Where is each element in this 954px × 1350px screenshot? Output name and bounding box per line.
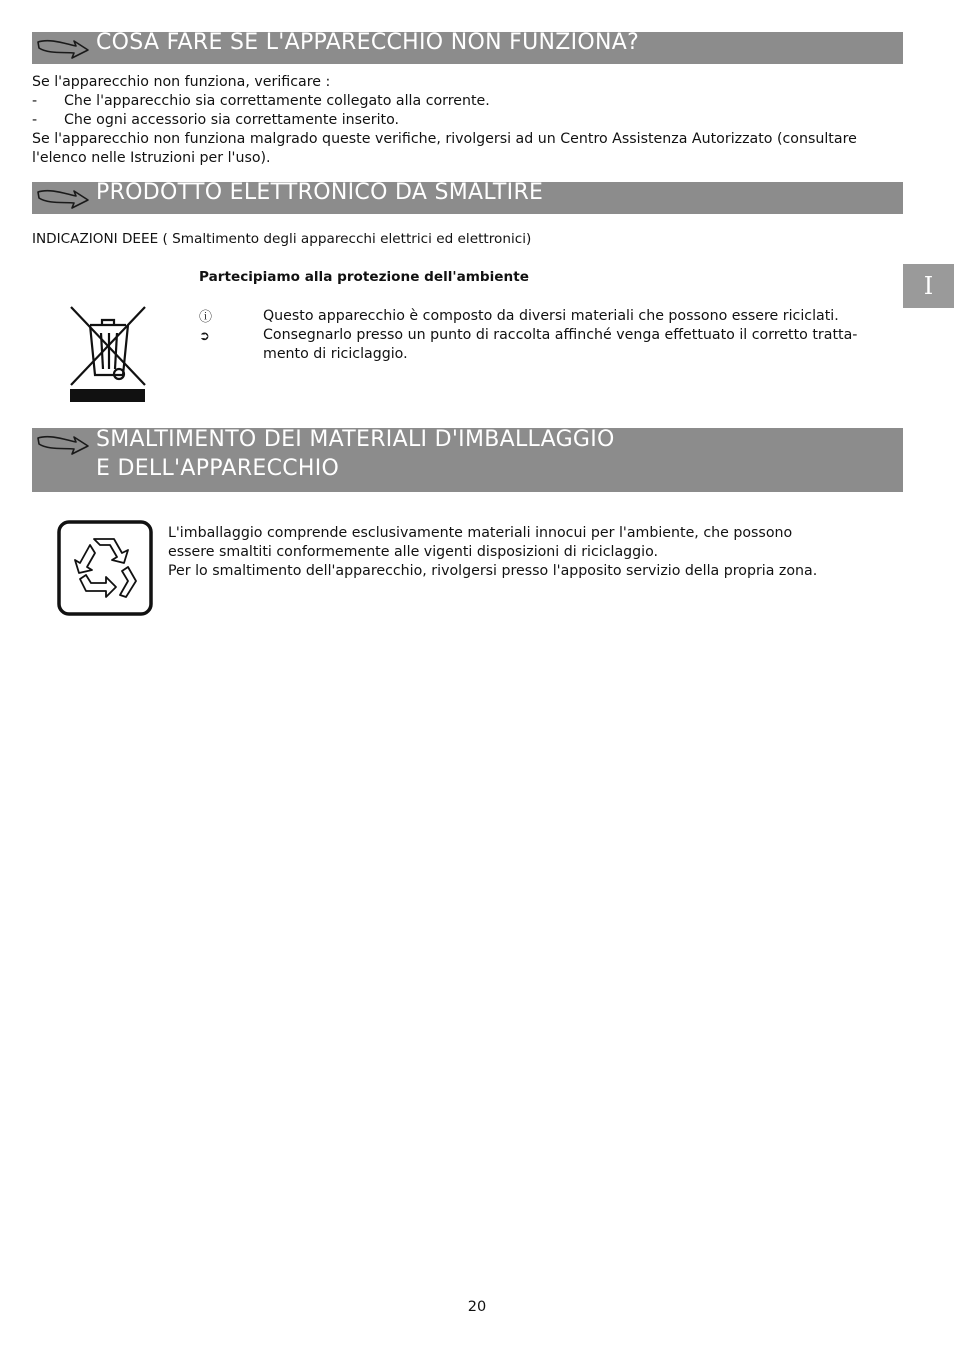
bullet-text: mento di riciclaggio. [263, 346, 408, 362]
outro-text: Se l'apparecchio non funziona malgrado queste verifiche, rivolgersi ad un Centro Assistenza Autorizzato (consultare [32, 131, 857, 147]
subheading: Partecipiamo alla protezione dell'ambiente [199, 269, 529, 285]
arrow-icon [36, 432, 90, 458]
section-title: COSA FARE SE L'APPARECCHIO NON FUNZIONA? [96, 30, 640, 55]
intro-text: Se l'apparecchio non funziona, verificare : [32, 74, 331, 90]
section-header-disposal-electronic [32, 182, 903, 214]
info-bullet-icon: ⓘ [199, 310, 213, 325]
section-header-malfunction [32, 32, 903, 64]
packaging-text-line: essere smaltiti conformemente alle vigenti disposizioni di riciclaggio. [168, 544, 659, 560]
section-header-packaging-disposal [32, 428, 903, 492]
malfunction-text [32, 73, 857, 168]
language-tab: I [903, 264, 954, 308]
packaging-text [168, 524, 817, 581]
list-item: - Che l'apparecchio sia correttamente collegato alla corrente. [32, 93, 490, 109]
section-title: E DELL'APPARECCHIO [96, 456, 340, 481]
section-title: PRODOTTO ELETTRONICO DA SMALTIRE [96, 180, 544, 205]
outro-text: l'elenco nelle Istruzioni per l'uso). [32, 150, 271, 166]
recycle-icon [56, 519, 154, 617]
weee-bin-icon [68, 305, 148, 403]
bullet-text: Questo apparecchio è composto da diversi materiali che possono essere riciclati. [263, 308, 839, 324]
list-item: - Che ogni accessorio sia correttamente inserito. [32, 112, 400, 128]
section-title: SMALTIMENTO DEI MATERIALI D'IMBALLAGGIO [96, 427, 615, 452]
packaging-text-line: L'imballaggio comprende esclusivamente materiali innocui per l'ambiente, che possono [168, 525, 793, 541]
bullet-text: Consegnarlo presso un punto di raccolta affinché venga effettuato il corretto tratta- [263, 327, 858, 343]
arrow-icon [36, 36, 90, 62]
page-number: 20 [467, 1299, 487, 1315]
arrow-icon [36, 186, 90, 212]
packaging-text-line: Per lo smaltimento dell'apparecchio, rivolgersi presso l'apposito servizio della propria zona. [168, 563, 818, 579]
deee-text: INDICAZIONI DEEE ( Smaltimento degli apparecchi elettrici ed elettronici) [32, 231, 532, 247]
arrow-bullet-icon: ➲ [199, 329, 210, 344]
